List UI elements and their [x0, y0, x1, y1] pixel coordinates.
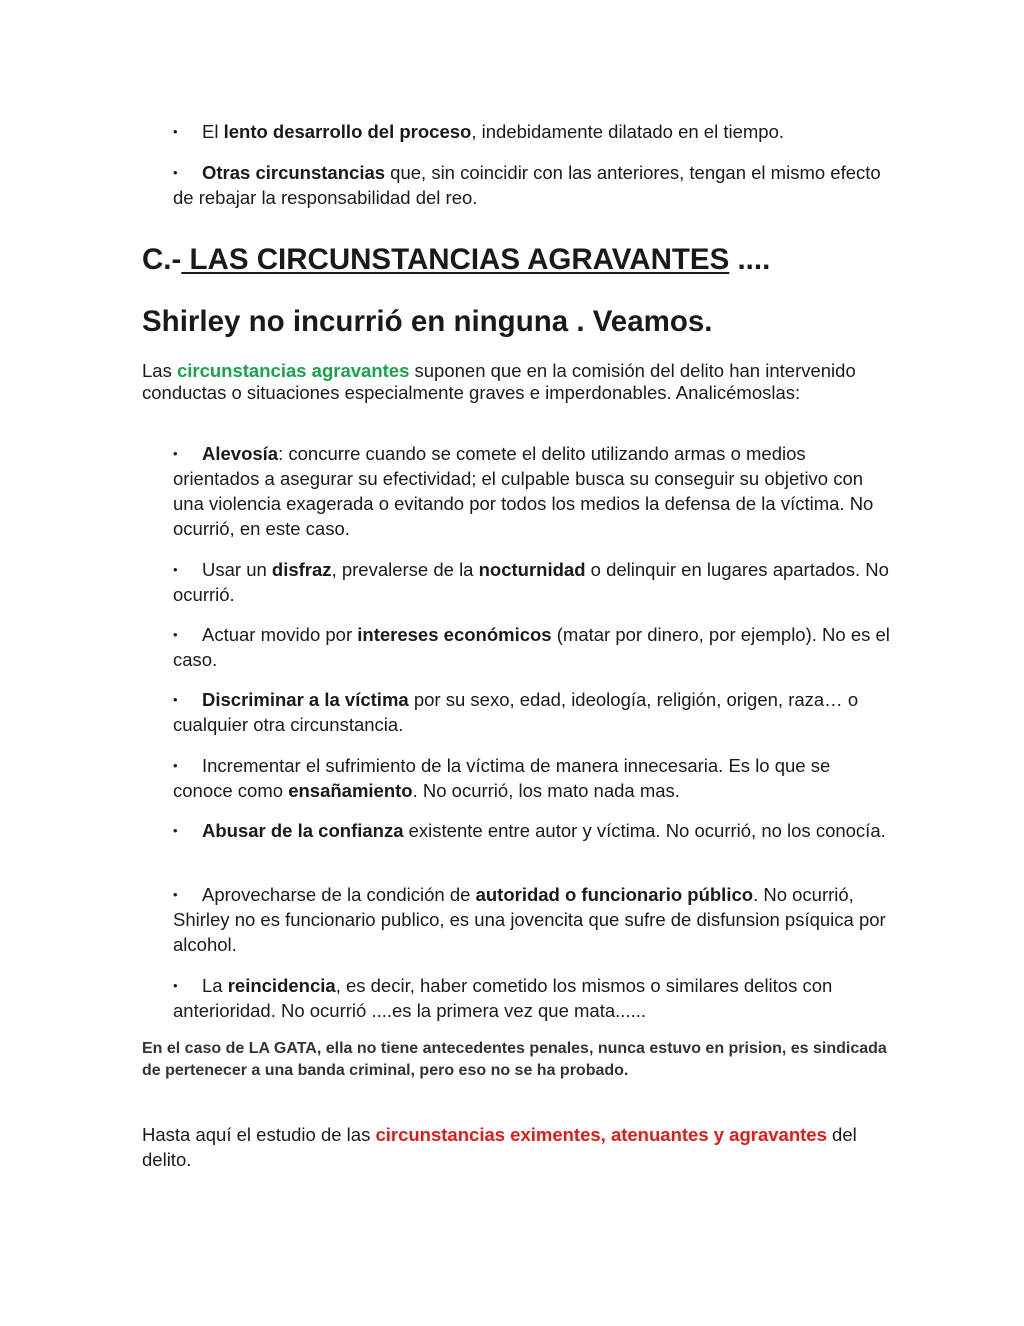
- bullet-icon: •: [173, 124, 178, 139]
- intro-highlight: circunstancias agravantes: [176, 360, 410, 381]
- bullet-bold-text: lento desarrollo del proceso: [223, 121, 472, 142]
- list-item: [173, 557, 893, 607]
- item-text: , prevalerse de la: [331, 559, 479, 580]
- item-bold-text: nocturnidad: [478, 559, 586, 580]
- item-text: (matar por dinero, por ejemplo). No es el caso.: [173, 624, 890, 670]
- intro-text: suponen que en la comisión del delito han intervenido conductas o situaciones especialmente graves e imperdonables. Analicémoslas:: [142, 360, 856, 403]
- bullet-icon: •: [173, 823, 178, 838]
- bullet-icon: •: [173, 887, 178, 902]
- item-bold-text: Alevosía: [202, 443, 279, 464]
- bullet-item: [173, 160, 893, 210]
- item-text: Incrementar el sufrimiento de la víctima de manera innecesaria. Es lo que se conoce como: [173, 755, 831, 801]
- item-bold-text: disfraz: [271, 559, 332, 580]
- list-item: [173, 687, 893, 737]
- section-subheading: Shirley no incurrió en ninguna . Veamos.: [142, 305, 713, 338]
- item-text: Aprovecharse de la condición de: [202, 884, 476, 905]
- item-text: Actuar movido por: [202, 624, 358, 645]
- closing-paragraph: [142, 1122, 902, 1172]
- bullet-text: , indebidamente dilatado en el tiempo.: [471, 121, 785, 142]
- item-bold-text: autoridad o funcionario público: [475, 884, 754, 905]
- note-paragraph: En el caso de LA GATA, ella no tiene antecedentes penales, nunca estuvo en prision, es sindicada de pertenecer a una banda criminal, pero eso no se ha probado.: [142, 1040, 887, 1079]
- closing-text: Hasta aquí el estudio de las: [142, 1124, 376, 1145]
- item-text: existente entre autor y víctima. No ocurrió, no los conocía.: [403, 820, 886, 841]
- heading-prefix: C.-: [142, 243, 182, 276]
- item-bold-text: Discriminar a la víctima: [202, 689, 409, 710]
- item-bold-text: Abusar de la confianza: [202, 820, 404, 841]
- item-text: por su sexo, edad, ideología, religión, origen, raza… o cualquier otra circunstancia.: [173, 689, 859, 735]
- bullet-icon: •: [173, 978, 178, 993]
- list-item: [173, 882, 893, 957]
- section-heading: [142, 240, 770, 280]
- bullet-icon: •: [173, 692, 178, 707]
- bullet-icon: •: [173, 562, 178, 577]
- intro-text: Las: [142, 360, 177, 381]
- bullet-icon: •: [173, 758, 178, 773]
- heading-suffix: ....: [729, 243, 771, 276]
- bullet-bold-text: Otras circunstancias: [202, 162, 386, 183]
- list-item: [173, 973, 893, 1023]
- item-text: o delinquir en lugares apartados. No ocurrió.: [173, 559, 889, 605]
- bullet-text: que, sin coincidir con las anteriores, tengan el mismo efecto de rebajar la responsabilidad del reo.: [173, 162, 881, 208]
- item-text: . No ocurrió, Shirley no es funcionario publico, es una jovencita que sufre de disfunsion psíquica por alcohol.: [173, 884, 886, 955]
- bullet-icon: •: [173, 165, 178, 180]
- bullet-icon: •: [173, 627, 178, 642]
- intro-paragraph: [142, 360, 902, 404]
- closing-text: del delito.: [142, 1124, 857, 1170]
- list-item: [173, 753, 893, 803]
- list-item: [173, 818, 893, 843]
- list-item: [173, 441, 893, 541]
- item-text: : concurre cuando se comete el delito utilizando armas o medios orientados a asegurar su efectividad; el culpable busca su conseguir su objetivo con una violencia exagerada o evitando por todos los medios la defensa de la víctima. No ocurrió, en este caso.: [173, 443, 874, 539]
- item-bold-text: ensañamiento: [288, 780, 413, 801]
- bullet-icon: •: [173, 446, 178, 461]
- item-text: La: [202, 975, 228, 996]
- item-text: , es decir, haber cometido los mismos o similares delitos con anterioridad. No ocurrió ....es la primera vez que mata......: [173, 975, 833, 1021]
- closing-highlight: circunstancias eximentes, atenuantes y agravantes: [375, 1124, 827, 1145]
- item-bold-text: reincidencia: [227, 975, 336, 996]
- heading-underlined: LAS CIRCUNSTANCIAS AGRAVANTES: [181, 243, 730, 276]
- item-text: . No ocurrió, los mato nada mas.: [412, 780, 680, 801]
- item-bold-text: intereses económicos: [357, 624, 552, 645]
- bullet-text: El: [202, 121, 224, 142]
- list-item: [173, 622, 893, 672]
- bullet-item: [173, 119, 893, 144]
- item-text: Usar un: [202, 559, 272, 580]
